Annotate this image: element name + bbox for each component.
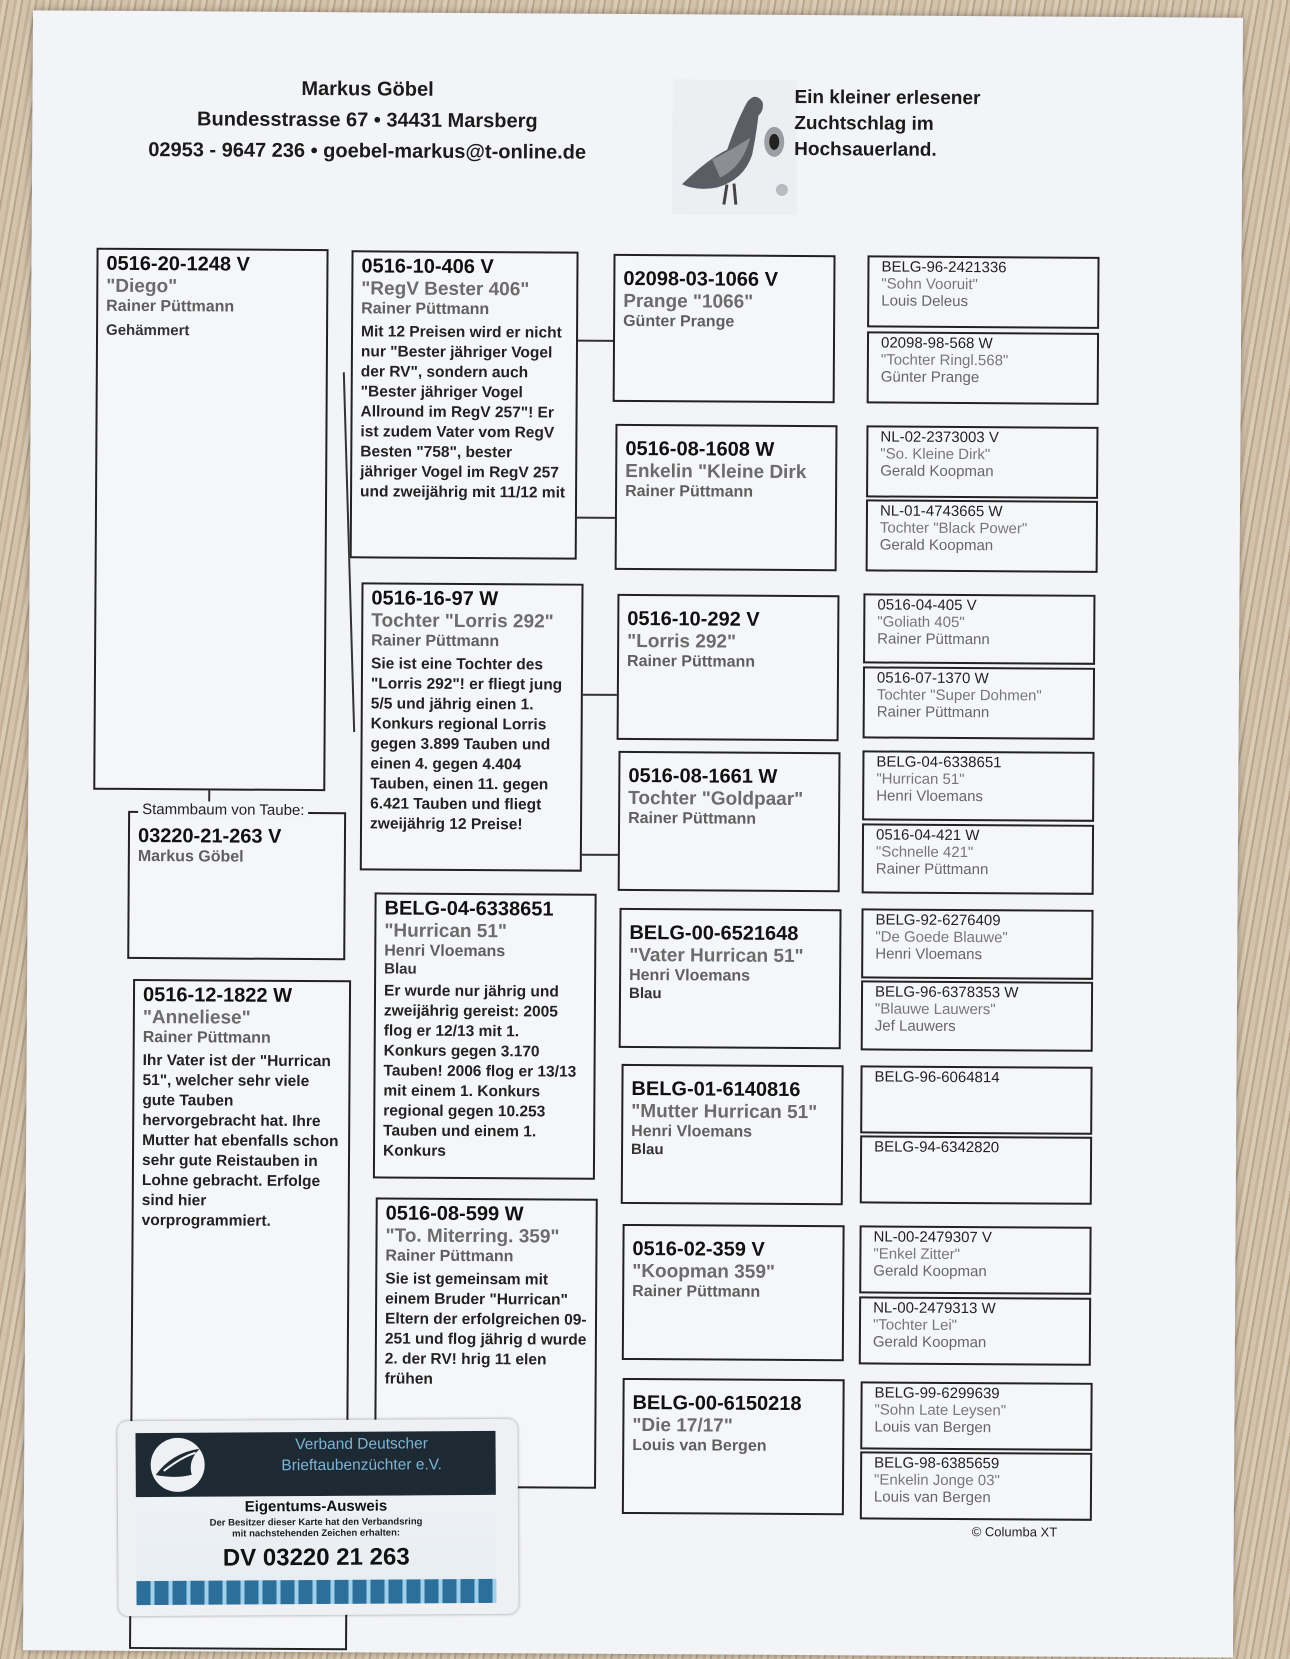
great-grandparent-breeder: Henri Vloemans xyxy=(629,966,751,985)
ancestor-box xyxy=(860,1065,1092,1134)
ancestor-ring: BELG-96-2421336 xyxy=(881,258,1007,277)
grandparent-name: Tochter "Lorris 292" xyxy=(371,610,554,633)
ancestor-name: "Tochter Ringl.568" xyxy=(880,351,1009,370)
great-grandparent-name: Enkelin "Kleine Dirk xyxy=(625,460,807,484)
card-text-line-2: mit nachstehenden Zeichen erhalten: xyxy=(232,1527,401,1540)
great-grandparent-name: "Vater Hurrican 51" xyxy=(629,944,804,968)
ancestor-breeder: Jef Lauwers xyxy=(874,1017,956,1035)
ancestor-ring: 0516-04-421 W xyxy=(875,826,980,845)
slogan-line-3: Hochsauerland. xyxy=(794,138,937,161)
connector xyxy=(582,854,618,856)
ancestor-breeder: Gerald Koopman xyxy=(872,1333,987,1352)
great-grandparent-breeder: Rainer Püttmann xyxy=(628,809,757,828)
ancestor-name: "Schnelle 421" xyxy=(875,843,974,862)
card-ring-number: DV 03220 21 263 xyxy=(222,1543,410,1572)
pigeon-emblem-icon xyxy=(141,1435,221,1495)
slogan-line-1: Ein kleiner erlesener xyxy=(794,86,981,110)
father-box xyxy=(93,248,328,791)
great-grandparent-name: "Mutter Hurrican 51" xyxy=(631,1100,818,1124)
subject-label: Stammbaum von Taube: xyxy=(138,801,308,819)
card-header xyxy=(135,1431,495,1497)
ancestor-box xyxy=(862,750,1094,821)
great-grandparent-ring: BELG-00-6150218 xyxy=(632,1392,802,1416)
subject-box xyxy=(127,811,346,960)
ancestor-name: "Enkel Zitter" xyxy=(873,1245,961,1264)
grandparent-description: Mit 12 Preisen wird er nicht nur "Bester jähriger Vogel der RV", sondern auch "Bester jähriger Vogel Allround im RegV 257"! Er ist zudem Vater vom RegV Besten "758", bester jähriger Vogel im RegV 257 und zweijährig mit 11/12 mit xyxy=(360,323,566,502)
ancestor-breeder: Henri Vloemans xyxy=(875,945,983,964)
ancestor-box xyxy=(860,1451,1092,1520)
grandparent-ring: 0516-16-97 W xyxy=(371,587,499,611)
great-grandparent-box xyxy=(622,1224,845,1361)
ancestor-name: "Hurrican 51" xyxy=(876,770,965,789)
ancestor-name: "Tochter Lei" xyxy=(872,1316,958,1334)
grandparent-name: "To. Miterring. 359" xyxy=(385,1225,560,1248)
father-name: "Diego" xyxy=(106,275,178,298)
ancestor-breeder: Rainer Püttmann xyxy=(877,630,990,649)
ancestor-box xyxy=(860,1135,1092,1204)
ancestor-name: "Blauwe Lauwers" xyxy=(874,1000,996,1019)
great-grandparent-ring: 0516-08-1661 W xyxy=(628,764,778,788)
grandparent-breeder: Henri Vloemans xyxy=(384,942,506,961)
ancestor-box xyxy=(862,823,1094,894)
great-grandparent-ring: 0516-02-359 V xyxy=(632,1238,765,1261)
ancestor-ring: NL-00-2479307 V xyxy=(873,1228,993,1247)
card-title: Eigentums-Ausweis xyxy=(244,1497,388,1516)
great-grandparent-box xyxy=(621,1064,844,1205)
ancestor-ring: 02098-98-568 W xyxy=(880,334,993,353)
subject-ring: 03220-21-263 V xyxy=(137,824,282,848)
pigeon-logo-icon xyxy=(672,79,798,215)
great-grandparent-color: Blau xyxy=(631,1140,664,1159)
ancestor-breeder: Günter Prange xyxy=(880,368,980,387)
ancestor-breeder: Louis van Bergen xyxy=(874,1418,992,1437)
grandparent-name: "RegV Bester 406" xyxy=(361,278,530,301)
great-grandparent-box xyxy=(619,908,842,1049)
ancestor-box xyxy=(863,593,1095,664)
grandparent-color: Blau xyxy=(384,960,417,978)
great-grandparent-ring: BELG-00-6521648 xyxy=(629,921,799,946)
ancestor-name: "De Goede Blauwe" xyxy=(875,928,1008,947)
ancestor-name: "Sohn Late Leysen" xyxy=(874,1401,1007,1420)
ancestor-name: Tochter "Black Power" xyxy=(879,519,1028,538)
grandparent-box xyxy=(360,582,584,871)
connector xyxy=(583,694,617,696)
ancestor-box xyxy=(861,980,1093,1051)
ancestor-ring: NL-00-2479313 W xyxy=(873,1299,996,1318)
ancestor-ring: BELG-92-6276409 xyxy=(875,911,1001,930)
great-grandparent-name: "Lorris 292" xyxy=(627,630,737,653)
ancestor-breeder: Louis Deleus xyxy=(881,292,969,311)
great-grandparent-name: Tochter "Goldpaar" xyxy=(628,787,804,811)
ancestor-box xyxy=(861,908,1093,979)
header-address-block xyxy=(107,73,628,169)
grandparent-box xyxy=(350,250,579,559)
ancestor-breeder: Henri Vloemans xyxy=(876,787,984,806)
ancestor-box xyxy=(860,1381,1092,1450)
great-grandparent-ring: BELG-01-6140816 xyxy=(631,1077,801,1102)
ancestor-box xyxy=(863,666,1095,739)
ancestor-ring: BELG-96-6064814 xyxy=(874,1068,1000,1087)
ancestor-ring: 0516-04-405 V xyxy=(877,596,977,615)
ancestor-name: "Sohn Vooruit" xyxy=(881,275,978,294)
ancestor-ring: NL-01-4743665 W xyxy=(879,502,1003,521)
pedigree-sheet xyxy=(23,10,1243,1657)
ancestor-box xyxy=(866,499,1098,572)
father-color: Gehämmert xyxy=(106,321,190,340)
ancestor-breeder: Louis van Bergen xyxy=(873,1488,991,1507)
mother-name: "Anneliese" xyxy=(142,1007,251,1029)
great-grandparent-name: "Die 17/17" xyxy=(632,1415,733,1437)
card-text-line-1: Der Besitzer dieser Karte hat den Verbandsring xyxy=(209,1516,423,1529)
mother-breeder: Rainer Püttmann xyxy=(142,1029,271,1047)
ancestor-ring: BELG-98-6385659 xyxy=(874,1454,1000,1473)
grandparent-description: Sie ist eine Tochter des "Lorris 292"! er fliegt jung 5/5 und jährig einen 1. Konkurs regional Lorris gegen 3.899 Tauben und einen 4. gegen 4.404 Tauben, einen 11. gegen 6.421 Tauben und fliegt zweijährig 12 Preise! xyxy=(370,655,563,834)
ancestor-breeder: Gerald Koopman xyxy=(880,462,994,481)
card-organization xyxy=(227,1433,495,1477)
great-grandparent-breeder: Louis van Bergen xyxy=(632,1437,767,1455)
great-grandparent-box xyxy=(617,594,840,741)
grandparent-name: "Hurrican 51" xyxy=(384,920,508,943)
father-breeder: Rainer Püttmann xyxy=(106,297,235,316)
great-grandparent-breeder: Rainer Püttmann xyxy=(625,482,754,501)
great-grandparent-box xyxy=(615,424,838,571)
connector xyxy=(578,340,613,342)
mother-description: Ihr Vater ist der "Hurrican 51", welcher sehr viele gute Tauben hervorgebracht hat. Ihre Mutter hat ebenfalls schon sehr gute Reistauben in Lohne gebracht. Erfolge sind hier vorprogrammiert. xyxy=(141,1052,339,1230)
card-pattern-band xyxy=(136,1579,496,1605)
subject-owner: Markus Göbel xyxy=(137,847,244,866)
great-grandparent-ring: 02098-03-1066 V xyxy=(623,267,779,291)
card-org-line-1: Verband Deutscher xyxy=(295,1435,428,1454)
grandparent-ring: 0516-08-599 W xyxy=(385,1202,524,1226)
card-org-line-2: Brieftaubenzüchter e.V. xyxy=(281,1456,443,1475)
grandparent-box xyxy=(373,892,597,1179)
great-grandparent-name: Prange "1066" xyxy=(623,290,754,313)
ancestor-ring: 0516-07-1370 W xyxy=(876,669,989,688)
ancestor-ring: NL-02-2373003 V xyxy=(880,428,999,447)
great-grandparent-ring: 0516-10-292 V xyxy=(627,607,760,631)
mother-ring: 0516-12-1822 W xyxy=(142,984,293,1007)
great-grandparent-breeder: Günter Prange xyxy=(623,312,735,331)
ancestor-ring: BELG-96-6378353 W xyxy=(874,983,1019,1002)
copyright: © Columba XT xyxy=(971,1524,1058,1540)
ancestor-box xyxy=(859,1225,1091,1294)
great-grandparent-breeder: Henri Vloemans xyxy=(631,1122,753,1141)
ancestor-breeder: Rainer Püttmann xyxy=(875,860,989,879)
grandparent-description: Sie ist gemeinsam mit einem Bruder "Hurrican" Eltern der erfolgreichen 09-251 und flog jährig d wurde 2. der RV! hrig 11 elen frühen xyxy=(384,1270,587,1388)
ancestor-ring: BELG-94-6342820 xyxy=(874,1138,1000,1157)
connector xyxy=(577,517,615,519)
great-grandparent-box xyxy=(622,1378,845,1515)
ancestor-name: Tochter "Super Dohmen" xyxy=(876,686,1042,705)
ancestor-ring: BELG-99-6299639 xyxy=(874,1384,1000,1403)
ancestor-breeder: Rainer Püttmann xyxy=(876,703,990,722)
slogan xyxy=(794,85,1054,165)
ancestor-name: "Goliath 405" xyxy=(877,613,965,632)
great-grandparent-box xyxy=(618,751,841,892)
grandparent-breeder: Rainer Püttmann xyxy=(361,300,490,319)
grandparent-ring: 0516-10-406 V xyxy=(361,255,494,279)
ancestor-breeder: Gerald Koopman xyxy=(873,1262,987,1281)
slogan-line-2: Zuchtschlag im xyxy=(794,112,934,135)
ancestor-breeder: Gerald Koopman xyxy=(879,536,994,555)
ancestor-box xyxy=(867,331,1099,404)
breeder-street: Bundesstrasse 67 • 34431 Marsberg xyxy=(197,108,538,133)
father-ring: 0516-20-1248 V xyxy=(106,252,250,276)
great-grandparent-box xyxy=(613,254,836,403)
great-grandparent-ring: 0516-08-1608 W xyxy=(625,437,775,461)
great-grandparent-breeder: Rainer Püttmann xyxy=(627,652,756,671)
grandparent-breeder: Rainer Püttmann xyxy=(385,1247,514,1266)
ancestor-box xyxy=(859,1296,1091,1365)
ownership-card xyxy=(117,1419,518,1616)
ancestor-box xyxy=(867,255,1099,328)
ancestor-ring: BELG-04-6338651 xyxy=(876,753,1002,772)
grandparent-description: Er wurde nur jährig und zweijährig gereist: 2005 flog er 12/13 mit 1. Konkurs gegen 3.170 Tauben! 2006 flog er 13/13 mit einem 1. Konkurs regional gegen 10.253 Tauben und einem 1. Konkurs xyxy=(383,982,577,1160)
great-grandparent-breeder: Rainer Püttmann xyxy=(632,1283,761,1301)
great-grandparent-color: Blau xyxy=(628,984,662,1003)
ancestor-name: "So. Kleine Dirk" xyxy=(880,445,991,464)
ancestor-name: "Enkelin Jonge 03" xyxy=(874,1471,1000,1490)
grandparent-ring: BELG-04-6338651 xyxy=(384,897,554,921)
great-grandparent-name: "Koopman 359" xyxy=(632,1261,775,1283)
breeder-contact: 02953 - 9647 236 • goebel-markus@t-online.de xyxy=(148,139,587,164)
card-text xyxy=(136,1516,496,1540)
breeder-name: Markus Göbel xyxy=(301,77,434,101)
ancestor-box xyxy=(866,425,1098,498)
grandparent-breeder: Rainer Püttmann xyxy=(371,632,500,651)
